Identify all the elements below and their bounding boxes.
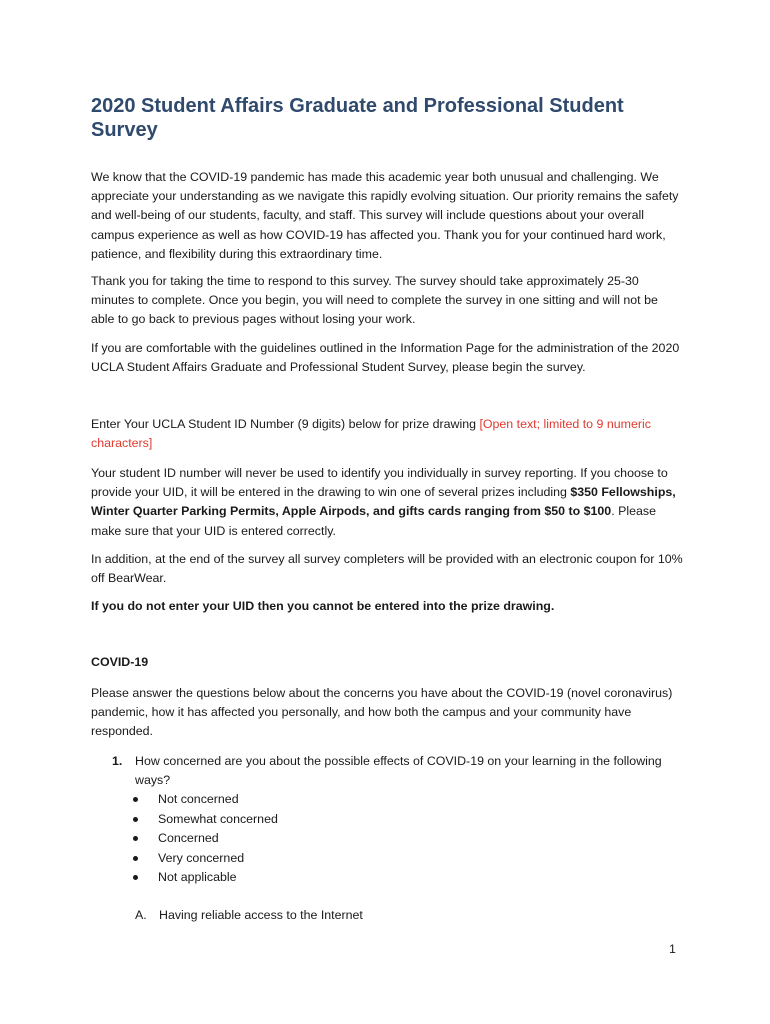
page-title: 2020 Student Affairs Graduate and Professional Student Survey [91,95,624,141]
bullet-icon [133,797,138,802]
uid-prompt-text: Enter Your UCLA Student ID Number (9 digits) below for prize drawing [91,417,480,431]
intro-paragraph-3: If you are comfortable with the guidelines outlined in the Information Page for the administration of the 2020 UCLA Student Affairs Graduate and Professional Student Survey, please begin the survey. [91,341,680,375]
answer-option [131,829,278,849]
answer-option [131,868,278,888]
bullet-icon [133,856,138,861]
uid-privacy-text: Your student ID number will never be used to identify you individually in survey reporting. If you choose to provide your UID, it will be entered in the drawing to win one of several prizes including [91,466,668,500]
sub-question-a [135,906,363,925]
bullet-icon [133,817,138,822]
question-number: 1. [112,754,123,768]
sub-question-letter: A. [135,908,147,922]
page-number: 1 [669,942,676,956]
answer-option-label: Very concerned [158,850,245,865]
answer-option [131,790,278,810]
uid-privacy-paragraph [91,464,683,541]
answer-option-label: Not concerned [158,792,239,806]
section-intro: Please answer the questions below about the concerns you have about the COVID-19 (novel coronavirus) pandemic, how it has affected you personally, and how both the campus and your community have responded. [91,686,673,739]
answer-options [131,790,278,888]
answer-option [131,810,278,830]
answer-option-label: Not applicable [158,870,237,884]
uid-field-note: [Open text; limited to 9 numeric characters] [91,417,651,451]
uid-privacy-text-end: . Please make sure that your UID is entered correctly. [91,504,656,538]
intro-paragraph-1: We know that the COVID-19 pandemic has made this academic year both unusual and challenging. We appreciate your understanding as we navigate this rapidly evolving situation. Our priority remains the safety and well-being of our students, faculty, and staff. This survey will include questions about your overall campus experience as well as how COVID-19 has affected you. Thank you for your continued hard work, patience, and flexibility during this extraordinary time. [91,170,679,261]
answer-option-label: Somewhat concerned [158,811,278,826]
intro-paragraph-2: Thank you for taking the time to respond to this survey. The survey should take approximately 25-30 minutes to complete. Once you begin, you will need to complete the survey in one sitting and will not be able to go back to previous pages without losing your work. [91,274,658,327]
sub-question-text: Having reliable access to the Internet [159,908,363,922]
bullet-icon [133,875,138,880]
prize-list: $350 Fellowships, Winter Quarter Parking Permits, Apple Airpods, and gifts cards ranging from $50 to $100 [91,485,676,519]
answer-option [131,849,278,869]
answer-option-label: Concerned [158,831,219,845]
uid-warning: If you do not enter your UID then you cannot be entered into the prize drawing. [91,599,555,613]
coupon-paragraph: In addition, at the end of the survey all survey completers will be provided with an electronic coupon for 10% off BearWear. [91,552,683,586]
question-text: How concerned are you about the possible effects of COVID-19 on your learning in the following ways? [135,754,662,788]
bullet-icon [133,836,138,841]
section-heading: COVID-19 [91,655,149,669]
uid-prompt [91,415,683,453]
